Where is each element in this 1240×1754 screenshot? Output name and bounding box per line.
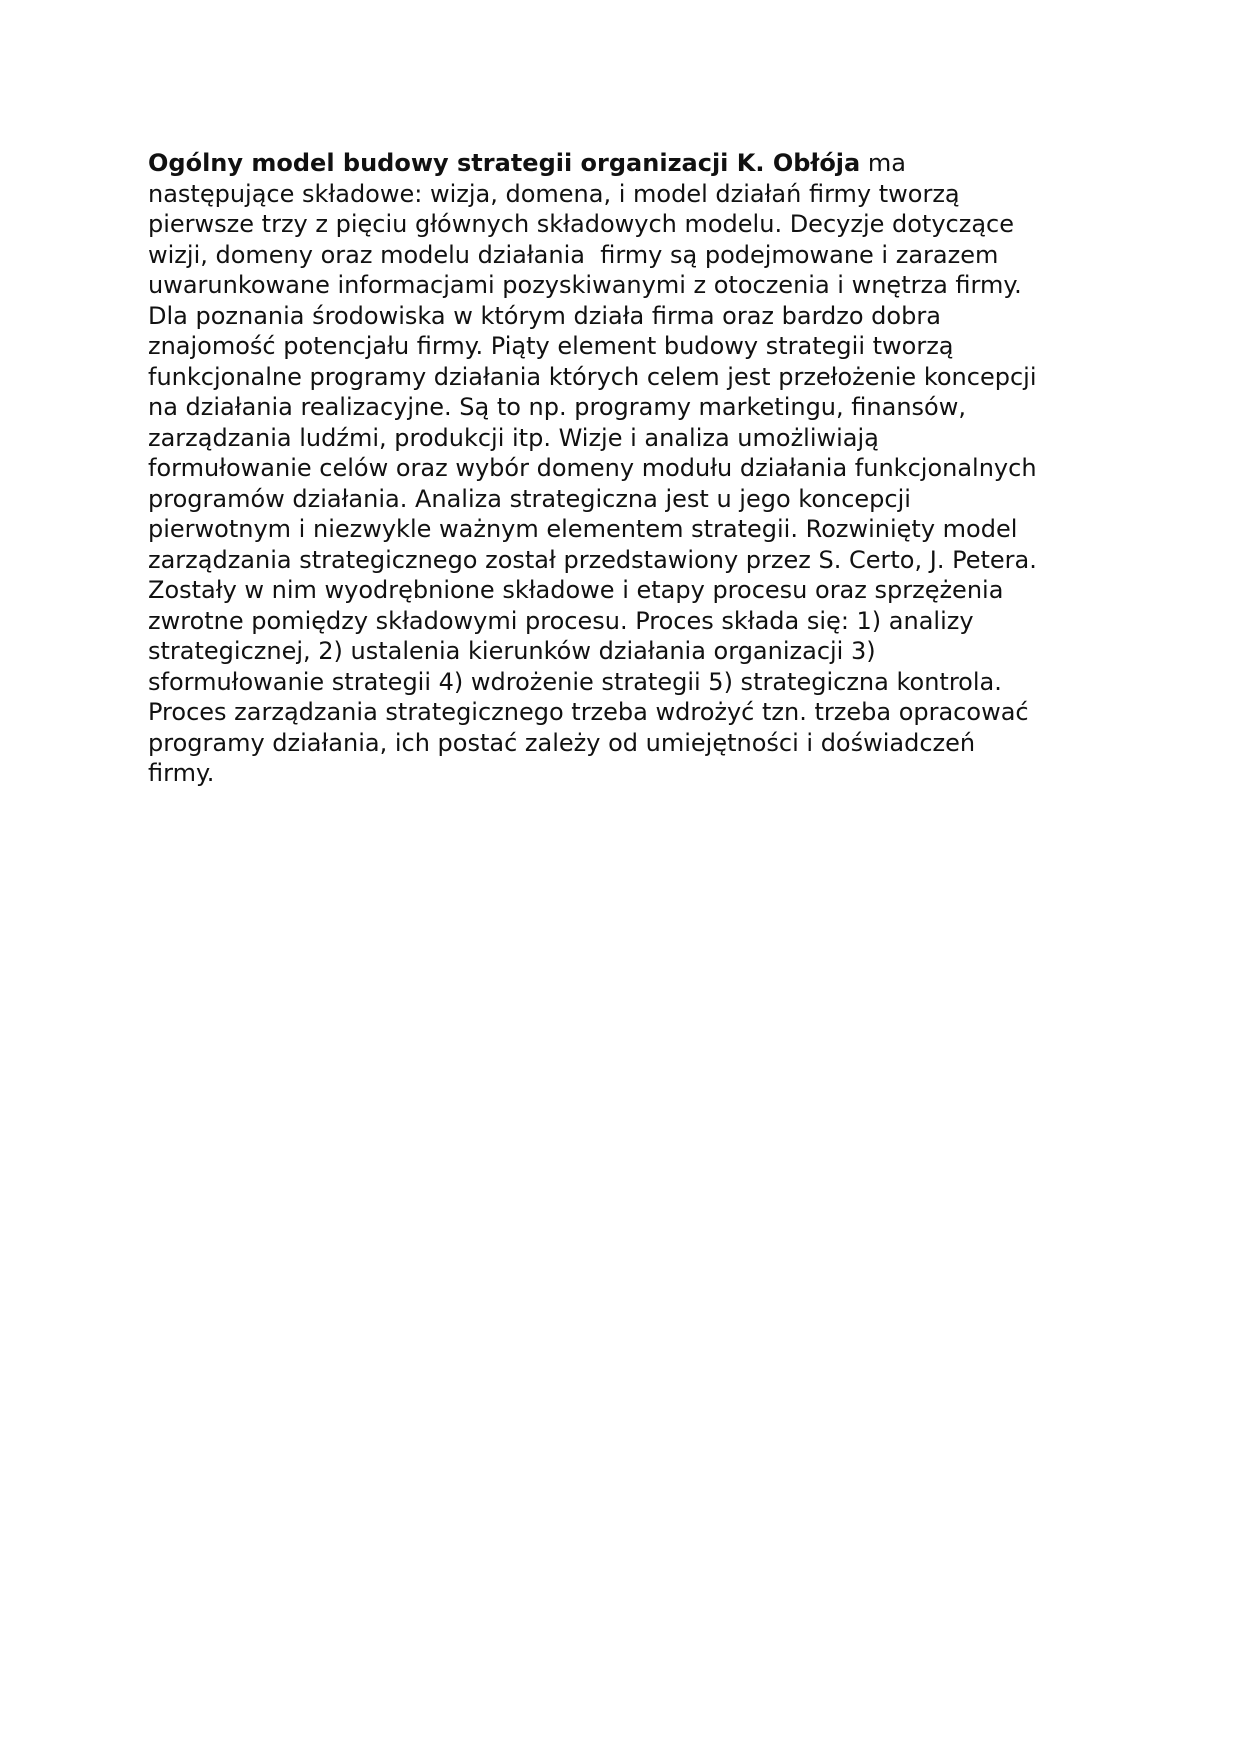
bold-lead-phrase: Ogólny model budowy strategii organizacji K. Obłója bbox=[148, 149, 861, 177]
paragraph-line: firmy. bbox=[148, 759, 215, 787]
paragraph-line: zarządzania ludźmi, produkcji itp. Wizje i analiza umożliwiają bbox=[148, 423, 879, 452]
paragraph-line bbox=[148, 148, 1108, 179]
line-text: ma bbox=[860, 149, 906, 177]
paragraph-line: znajomość potencjału firmy. Piąty element budowy strategii tworzą bbox=[148, 332, 954, 360]
paragraph-line: strategicznej, 2) ustalenia kierunków działania organizacji 3) bbox=[148, 637, 876, 665]
paragraph-line: formułowanie celów oraz wybór domeny modułu działania funkcjonalnych bbox=[148, 454, 1037, 482]
paragraph-line: uwarunkowane informacjami pozyskiwanymi z otoczenia i wnętrza firmy. bbox=[148, 271, 1022, 299]
paragraph-line: następujące składowe: wizja, domena, i model działań firmy tworzą bbox=[148, 179, 960, 208]
paragraph-line: Proces zarządzania strategicznego trzeba wdrożyć tzn. trzeba opracować bbox=[148, 698, 1029, 726]
paragraph-line: programy działania, ich postać zależy od umiejętności i doświadczeń bbox=[148, 728, 976, 757]
paragraph-line: wizji, domeny oraz modelu działania firmy są podejmowane i zarazem bbox=[148, 240, 999, 269]
paragraph-line: Zostały w nim wyodrębnione składowe i etapy procesu oraz sprzężenia bbox=[148, 576, 1004, 604]
paragraph-line: zarządzania strategicznego został przedstawiony przez S. Certo, J. Petera. bbox=[148, 545, 1037, 574]
paragraph-line: na działania realizacyjne. Są to np. programy marketingu, finansów, bbox=[148, 393, 966, 421]
paragraph-line: pierwsze trzy z pięciu głównych składowych modelu. Decyzje dotyczące bbox=[148, 210, 1014, 238]
paragraph-line: funkcjonalne programy działania których celem jest przełożenie koncepcji bbox=[148, 362, 1037, 391]
paragraph-line: pierwotnym i niezwykle ważnym elementem strategii. Rozwinięty model bbox=[148, 515, 1018, 543]
paragraph-line: programów działania. Analiza strategiczna jest u jego koncepcji bbox=[148, 484, 911, 513]
paragraph-line: zwrotne pomiędzy składowymi procesu. Proces składa się: 1) analizy bbox=[148, 606, 974, 635]
paragraph-line: Dla poznania środowiska w którym działa firma oraz bardzo dobra bbox=[148, 301, 941, 330]
paragraph-line: sformułowanie strategii 4) wdrożenie strategii 5) strategiczna kontrola. bbox=[148, 667, 1002, 696]
body-paragraph bbox=[148, 148, 1108, 789]
